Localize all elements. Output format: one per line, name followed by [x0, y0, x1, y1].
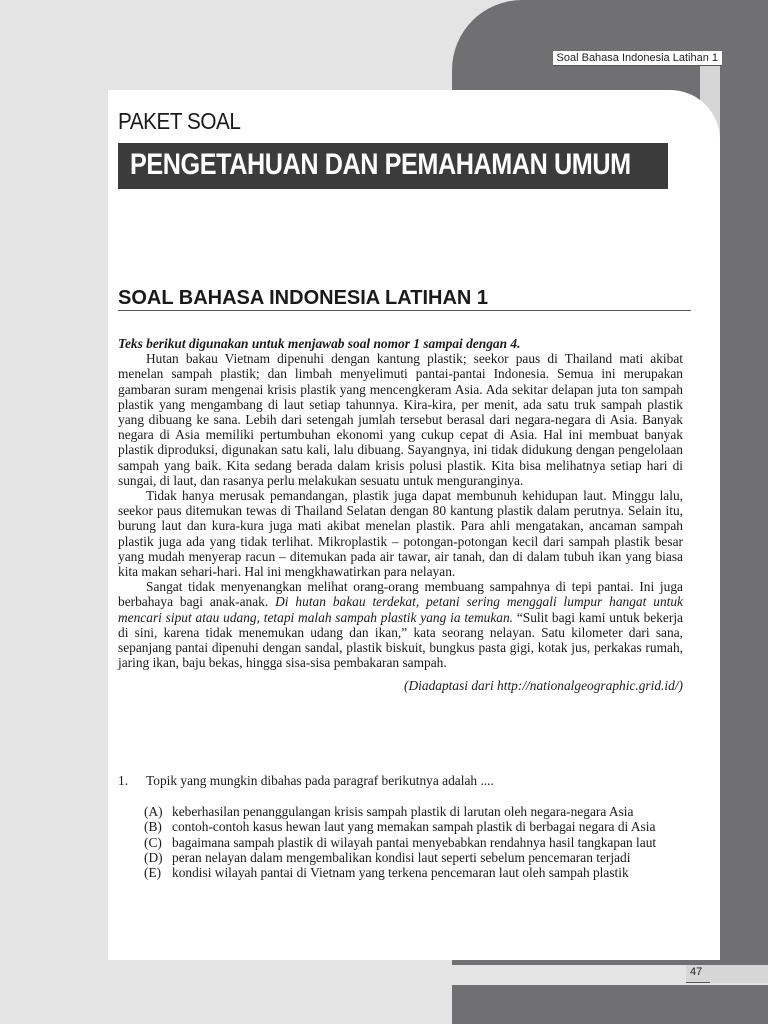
- question-number: 1.: [118, 773, 129, 788]
- footer-band: [0, 965, 768, 985]
- paket-label: PAKET SOAL: [118, 108, 241, 134]
- option-text: kondisi wilayah pantai di Vietnam yang terkena pencemaran laut oleh sampah plastik: [172, 865, 629, 881]
- option-d[interactable]: [144, 850, 683, 865]
- p3-part-a: Sangat tidak menyenangkan melihat orang-orang membuang sampahnya di tepi pantai. Ini juga berbahaya bagi anak-anak.: [118, 579, 683, 610]
- page-number-rule: [686, 982, 710, 983]
- question-stem: [118, 773, 683, 788]
- p3-italic-quote: Di hutan bakau terdekat, petani sering menggali lumpur hangat untuk mencari siput atau udang, tetapi malah sampah plastik yang ia temukan.: [118, 594, 683, 625]
- passage-source: (Diadaptasi dari http://nationalgeographic.grid.id/): [404, 678, 683, 694]
- p3-part-c: “Sulit bagi kami untuk bekerja di sini, karena tidak menemukan udang dan ikan,” kata seorang nelayan. Satu kilometer dari sana, sepanjang pantai dipenuhi dengan sandal, plastik biskuit, bungkus pasta gigi, kotak jus, perkakas rumah, jaring ikan, baju bekas, hingga sisa-sisa pembakaran sampah.: [118, 609, 683, 671]
- option-label: (C): [144, 834, 162, 850]
- option-e[interactable]: [144, 865, 683, 880]
- page-number: 47: [690, 966, 703, 978]
- passage-intro: Teks berikut digunakan untuk menjawab soal nomor 1 sampai dengan 4.: [118, 336, 521, 351]
- section-divider: [118, 310, 691, 311]
- passage-paragraph-1: Hutan bakau Vietnam dipenuhi dengan kantung plastik; seekor paus di Thailand mati akibat menelan sampah plastik; dan limbah menyelimuti pantai-pantai Indonesia. Semua ini merupakan gambaran suram mengenai krisis plastik yang mencengkeram Asia. Ada sekitar delapan juta ton sampah plastik yang mengambang di laut setiap tahunnya. Kira-kira, per menit, ada satu truk sampah plastik yang dibuang ke sana. Lebih dari setengah jumlah tersebut berasal dari negara-negara di Asia. Banyak negara di Asia memiliki pertumbuhan ekonomi yang cukup cepat di Asia. Hal ini membuat banyak plastik diproduksi, digunakan satu kali, lalu dibuang. Sayangnya, ini tidak didukung dengan pengelolaan sampah yang baik. Kita sedang berada dalam krisis polusi plastik. Kita bisa melihatnya setiap hari di sungai, di laut, dan rasanya perlu melakukan sesuatu untuk menguranginya.: [118, 351, 683, 488]
- passage-paragraph-3: [118, 579, 683, 670]
- option-a[interactable]: [144, 804, 683, 819]
- option-label: (E): [144, 865, 162, 881]
- option-label: (B): [144, 819, 162, 835]
- page-title: PENGETAHUAN DAN PEMAHAMAN UMUM: [130, 148, 631, 181]
- option-label: (D): [144, 849, 163, 865]
- option-text: peran nelayan dalam mengembalikan kondisi laut seperti sebelum pencemaran terjadi: [172, 849, 631, 865]
- question-1: [118, 773, 683, 880]
- option-text: keberhasilan penanggulangan krisis sampah plastik di larutan oleh negara-negara Asia: [172, 804, 634, 820]
- option-label: (A): [144, 804, 163, 820]
- option-text: contoh-contoh kasus hewan laut yang memakan sampah plastik di berbagai negara di Asia: [172, 819, 656, 835]
- reading-passage: [118, 336, 683, 694]
- option-b[interactable]: [144, 819, 683, 834]
- option-text: bagaimana sampah plastik di wilayah pantai menyebabkan rendahnya hasil tangkapan laut: [172, 834, 657, 850]
- answer-options: [144, 804, 683, 880]
- option-c[interactable]: [144, 835, 683, 850]
- question-text: Topik yang mungkin dibahas pada paragraf berikutnya adalah ....: [146, 773, 494, 788]
- running-header: Soal Bahasa Indonesia Latihan 1: [553, 51, 722, 66]
- passage-paragraph-2: Tidak hanya merusak pemandangan, plastik juga dapat membunuh kehidupan laut. Minggu lalu, seekor paus ditemukan tewas di Thailand Selatan dengan 80 kantung plastik dalam perutnya. Selain itu, burung laut dan kura-kura juga mati akibat menelan plastik. Para ahli mengatakan, ancaman sampah plastik juga ada yang tidak terlihat. Mikroplastik – potongan-potongan kecil dari sampah plastik besar yang mudah menyerap racun – ditemukan pada air tawar, air tanah, dan di dalam tubuh ikan yang biasa kita makan sehari-hari. Hal ini mengkhawatirkan para nelayan.: [118, 488, 683, 580]
- section-title: SOAL BAHASA INDONESIA LATIHAN 1: [118, 287, 489, 309]
